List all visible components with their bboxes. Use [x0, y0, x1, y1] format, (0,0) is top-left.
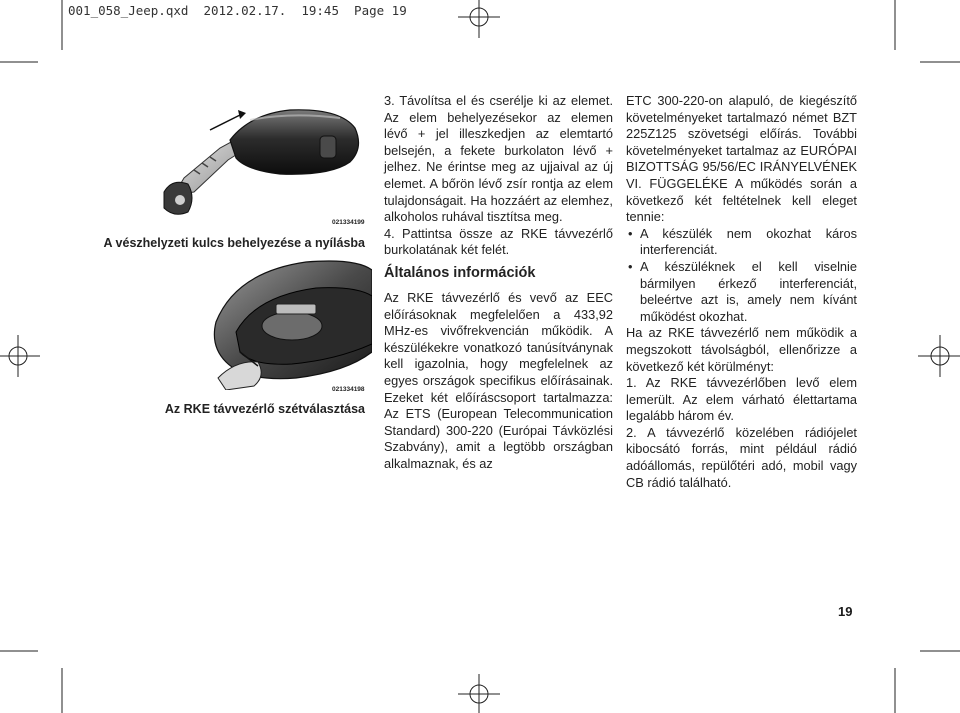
figure-caption: Az RKE távvezérlő szétválasztása [164, 402, 365, 416]
body-paragraph: Ha az RKE távvezérlő nem működik a megszokott távolságból, ellenőrizze a következő két körülményt: [626, 325, 857, 374]
instruction-step-4: 4. Pattintsa össze az RKE távvezérlő burkolatának két felét. [384, 225, 613, 258]
registration-mark-left [0, 335, 40, 377]
slug-time: 19:45 [301, 3, 339, 18]
key-fob-illustration [150, 100, 372, 225]
list-item: • A készülék nem okozhat káros interferenciát. [626, 226, 857, 259]
list-item: • A készüléknek el kell viselnie bármilyen érkező interferenciát, beleértve azt is, amely nem kívánt működést okozhat. [626, 259, 857, 325]
condition-list [626, 226, 857, 326]
figure-caption: A vészhelyzeti kulcs behelyezése a nyílásba [103, 236, 365, 250]
numbered-item-1: 1. Az RKE távvezérlőben levő elem lemerült. Az elem várható élettartama legalább három év. [626, 375, 857, 424]
body-paragraph: ETC 300-220-on alapuló, de kiegészítő követelményeket tartalmazó német BZT 225Z125 szövetségi előírás. További követelményeket tartalmaz az EURÓPAI BIZOTTSÁG 95/56/EC IRÁNYELVÉNEK VI. FÜGGELÉKE A működés során a következő két feltételnek kell eleget tennie: [626, 93, 857, 225]
page-number: 19 [838, 604, 853, 619]
slug-page: Page 19 [354, 3, 407, 18]
slug-date: 2012.02.17. [203, 3, 287, 18]
section-heading: Általános információk [384, 264, 536, 281]
body-paragraph: Az RKE távvezérlő és vevő az EEC előírásoknak megfelelően a 433,92 MHz-es vivőfrekvencián működik. A készülékekre vonatkozó tanúsítványnak kell igazolnia, hogy megfelelnek az egyes országok specifikus előírásainak. Ezeket két előíráscsoport tartalmazza: Az ETS (European Telecommunication Standard) 300-220 (Európai Távközlési Szabvány), amit a legtöbb országban alkalmaznak, és az [384, 289, 613, 471]
text-column-middle [384, 93, 613, 472]
text-column-right [626, 93, 857, 491]
registration-mark-top [458, 0, 500, 38]
registration-mark-bottom [458, 674, 500, 713]
registration-mark-right [918, 335, 960, 377]
slug-file: 001_058_Jeep.qxd [68, 3, 189, 18]
figure-code: 021334198 [332, 386, 365, 393]
figure-code: 021334199 [332, 219, 365, 226]
numbered-item-2: 2. A távvezérlő közelében rádiójelet kibocsátó forrás, mint például rádió adóállomás, repülőtéri adó, mobil vagy CB rádió található. [626, 424, 857, 490]
rke-fob-separated-illustration [196, 252, 372, 390]
instruction-step-3: 3. Távolítsa el és cserélje ki az elemet. Az elem behelyezésekor az elemen lévő + jel illeszkedjen az elemtartó belsején, a fekete burkolaton lévő + jelhez. Ne érintse meg az ujjaival az új elemet. A bőrön lévő zsír rontja az elem tulajdonságait. Ha hozzáért az elemhez, alkoholos ruhával tisztítsa meg. [384, 93, 613, 225]
